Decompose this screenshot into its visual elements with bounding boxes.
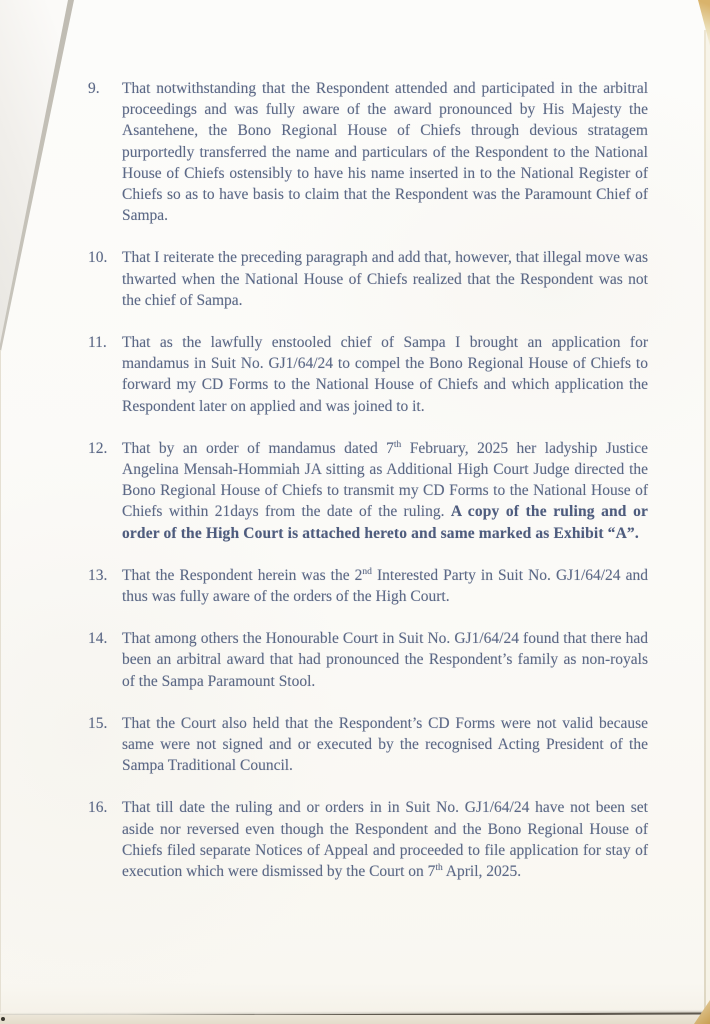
page-fold-corner [0,0,68,344]
text-run: Interested Party in Suit No. GJ1/64/24 and thus was fully aware of the orders of the High Court. [122,566,649,606]
paragraph-number: 11. [88,334,107,352]
page-right-edge-line [704,30,706,1014]
paragraph-text [122,438,648,544]
paragraph-number: 15. [88,714,108,732]
paragraph-number: 14. [88,630,108,648]
paragraph-number: 13. [88,566,108,584]
page-right-edge [706,30,710,1016]
paragraph-number: 9. [88,80,100,97]
text-run: That as the lawfully enstooled chief of Sampa I brought an application for mandamus in Suit No. GJ1/64/24 to compel the Bono Regional House of Chiefs to forward my CD Forms to the National House of Chiefs and which application the Respondent later on applied and was joined to it. [122,334,648,415]
paragraph-text [122,332,648,417]
paragraph-number: 16. [88,799,108,817]
bold-text-run: A copy of the ruling and or order of the High Court is attached hereto and same marked as Exhibit “A”. [122,503,648,542]
paragraph-list [88,78,648,903]
ordinal-superscript: nd [362,566,372,577]
text-run: That the Respondent herein was the 2 [122,566,363,584]
ordinal-superscript: th [435,862,443,873]
paragraph-item [88,78,648,226]
paragraph-text [122,713,648,777]
paragraph-number: 10. [88,249,108,267]
text-run: That by an order of mandamus dated 7 [122,439,394,457]
paragraph-item [88,438,648,544]
paragraph-item [88,797,648,882]
paragraph-item [88,247,648,311]
text-run: That among others the Honourable Court in Suit No. GJ1/64/24 found that there had been an arbitral award that had pronounced the Respondent’s family as non-royals of the Sampa Paramount Stool. [122,630,648,690]
text-run: That the Court also held that the Respondent’s CD Forms were not valid because same were not signed and or executed by the recognised Acting President of the Sampa Traditional Council. [122,714,648,775]
ordinal-superscript: th [393,439,402,450]
paragraph-text [122,797,648,882]
paragraph-text [122,78,648,226]
paragraph-text [122,565,648,607]
paragraph-number: 12. [88,439,108,457]
page-speck [1,1017,5,1021]
paragraph-item [88,713,648,777]
paragraph-text [122,628,648,692]
paragraph-text [122,247,648,311]
page-left-edge [0,350,1,1012]
paragraph-item [88,628,648,692]
text-run: February, 2025 her ladyship Justice Angelina Mensah-Hommiah JA sitting as Additional High Court Judge directed the Bono Regional House of Chiefs to transmit my CD Forms to the National House of Chiefs within 21days from the date of the ruling. [122,439,648,521]
paragraph-item [88,332,648,417]
text-run: April, 2025. [442,863,522,881]
page-bottom-edge [0,1015,710,1024]
text-run: That till date the ruling and or orders in in Suit No. GJ1/64/24 have not been set aside nor reversed even though the Respondent and the Bono Regional House of Chiefs filed separate Notices of Appeal and proceeded to file application for stay of execution which were dismissed by the Court on 7 [122,799,648,881]
paragraph-item [88,565,648,607]
text-run: That I reiterate the preceding paragraph and add that, however, that illegal move was thwarted when the National House of Chiefs realized that the Respondent was not the chief of Sampa. [122,249,648,309]
text-run: That notwithstanding that the Respondent attended and participated in the arbitral proceedings and was fully aware of the award pronounced by His Majesty the Asantehene, the Bono Regional House of Chiefs through devious stratagem purportedly transferred the name and particulars of the Respondent to the National House of Chiefs ostensibly to have his name inserted in to the National Register of Chiefs so as to have basis to claim that the Respondent was the Paramount Chief of Sampa. [122,80,648,225]
